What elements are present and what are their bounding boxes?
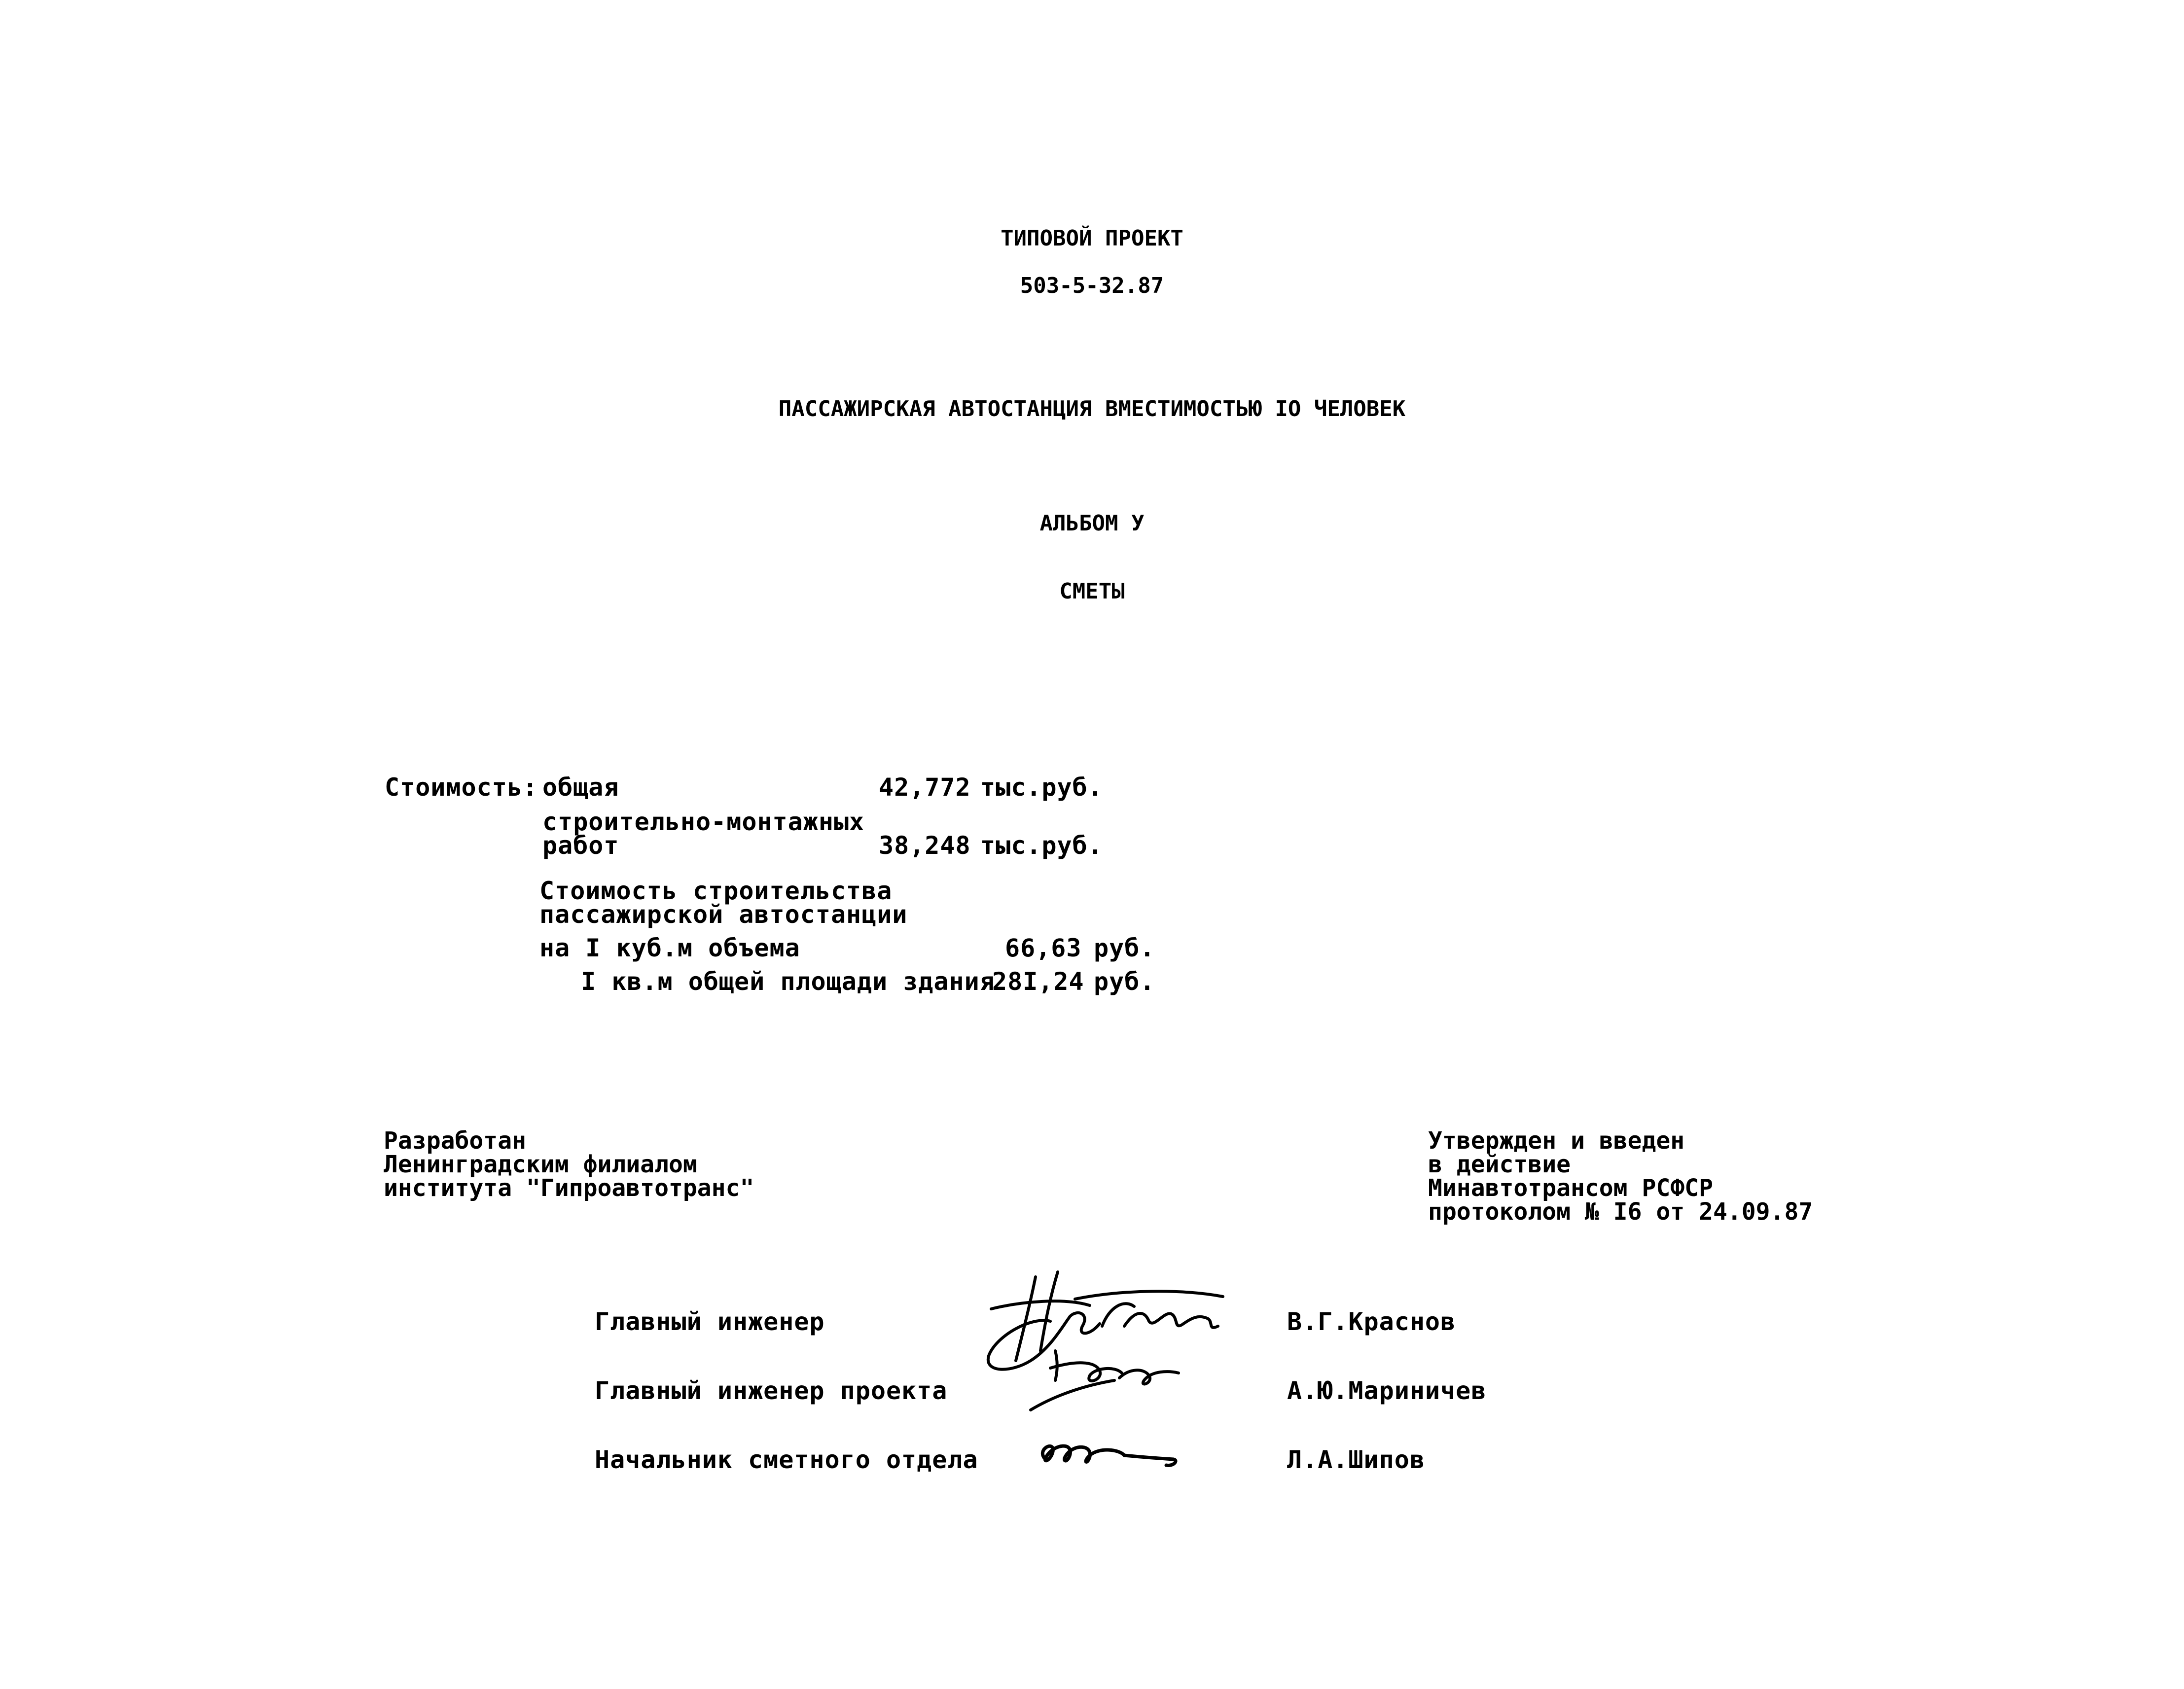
cost-cmr-label-1: строительно-монтажных xyxy=(542,808,865,836)
approval-line: в действие xyxy=(1428,1151,1571,1178)
build-cost-label-1: Стоимость строительства xyxy=(539,877,893,905)
per-m2-unit: руб. xyxy=(1094,967,1155,996)
cost-total-label: общая xyxy=(542,773,619,802)
approval-block xyxy=(1428,1129,1813,1224)
approval-line: Минавтотрансом РСФСР xyxy=(1428,1174,1713,1202)
signature-project-engineer xyxy=(1016,1341,1223,1420)
approval-line: Утвержден и введен xyxy=(1428,1127,1685,1155)
album-label: АЛЬБОМ У xyxy=(1039,511,1145,536)
cost-label: Стоимость: xyxy=(385,773,538,802)
signatory-position: Начальник сметного отдела xyxy=(595,1445,978,1474)
cost-total-unit: тыс.руб. xyxy=(980,773,1103,802)
cost-cmr-unit: тыс.руб. xyxy=(980,831,1103,860)
per-m2-label: I кв.м общей площади здания xyxy=(581,967,995,996)
per-m2-value: 28I,24 xyxy=(992,967,1084,996)
doc-type: ТИПОВОЙ ПРОЕКТ xyxy=(1001,226,1183,251)
section-label: СМЕТЫ xyxy=(1059,579,1125,604)
developer-line: Разработан xyxy=(384,1127,526,1155)
project-code: 503-5-32.87 xyxy=(1020,273,1164,298)
developer-block xyxy=(384,1129,754,1200)
per-m3-value: 66,63 xyxy=(1005,934,1082,962)
cost-cmr-value: 38,248 xyxy=(879,831,971,860)
signatory-name: В.Г.Краснов xyxy=(1287,1307,1456,1336)
developer-line: Ленинградским филиалом xyxy=(384,1151,697,1178)
per-m3-label: на I куб.м объема xyxy=(539,934,800,962)
signatory-name: Л.А.Шипов xyxy=(1287,1445,1425,1474)
per-m3-unit: руб. xyxy=(1094,934,1155,962)
approval-line: протоколом № I6 от 24.09.87 xyxy=(1428,1198,1813,1226)
signature-estimating-head xyxy=(1026,1430,1193,1489)
signatory-name: А.Ю.Мариничев xyxy=(1287,1376,1487,1405)
developer-line: института "Гипроавтотранс" xyxy=(384,1174,754,1202)
cost-cmr-label-2: работ xyxy=(542,831,619,860)
page-title: ПАССАЖИРСКАЯ АВТОСТАНЦИЯ ВМЕСТИМОСТЬЮ IO ЧЕЛОВЕК xyxy=(778,396,1406,422)
build-cost-label-2: пассажирской автостанции xyxy=(539,900,908,929)
signatory-position: Главный инженер xyxy=(595,1307,825,1336)
cost-total-value: 42,772 xyxy=(879,773,971,802)
signatory-position: Главный инженер проекта xyxy=(595,1376,948,1405)
